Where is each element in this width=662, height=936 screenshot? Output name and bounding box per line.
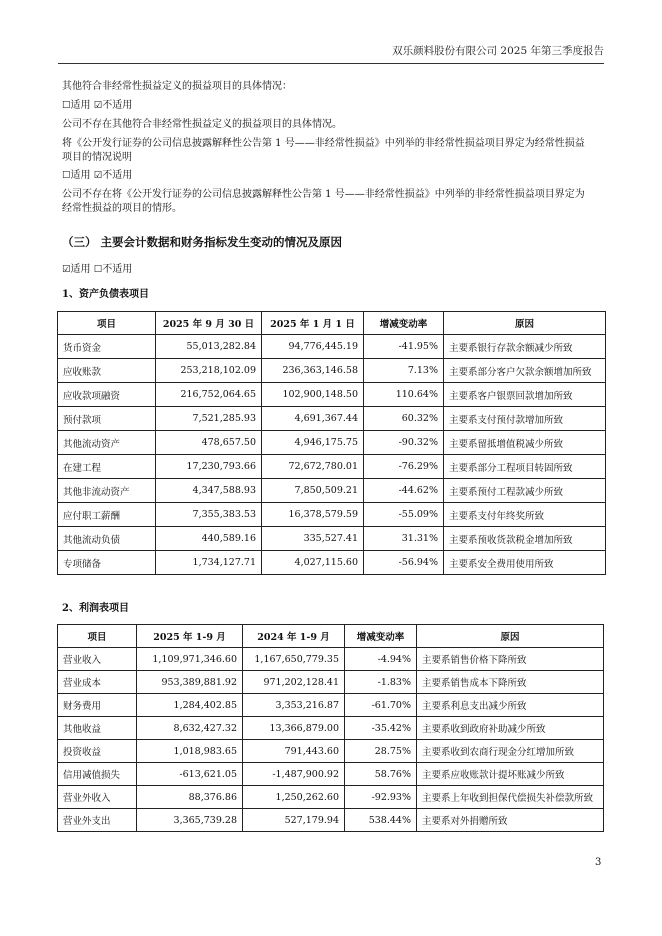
prior-value-cell: 72,672,780.01 xyxy=(262,455,364,479)
applicability-choice-2 xyxy=(62,169,602,183)
reason-cell: 主要系部分工程项目转固所致 xyxy=(444,455,606,479)
prior-value-cell: 102,900,148.50 xyxy=(262,383,364,407)
reason-cell: 主要系预收货款税金增加所致 xyxy=(444,527,606,551)
table-row xyxy=(58,503,606,527)
prior-value-cell: 13,366,879.00 xyxy=(243,717,345,740)
checkbox-unchecked-icon: ☐ xyxy=(62,100,71,111)
table-row xyxy=(58,786,604,809)
choice-label-applicable: 适用 xyxy=(70,100,91,111)
change-rate-cell: 60.32% xyxy=(364,407,444,431)
change-rate-cell: 7.13% xyxy=(364,359,444,383)
reason-cell: 主要系客户银票回款增加所致 xyxy=(444,383,606,407)
reason-cell: 主要系对外捐赠所致 xyxy=(417,809,604,832)
current-value-cell: 1,284,402.85 xyxy=(137,694,243,717)
table-row xyxy=(58,455,606,479)
column-header: 2025 年 1 月 1 日 xyxy=(262,312,364,335)
reason-cell: 主要系预付工程款减少所致 xyxy=(444,479,606,503)
column-header: 2024 年 1-9 月 xyxy=(243,625,345,648)
item-cell: 营业外收入 xyxy=(58,786,137,809)
prior-value-cell: 4,691,367.44 xyxy=(262,407,364,431)
table-header-row xyxy=(58,312,606,335)
change-rate-cell: -76.29% xyxy=(364,455,444,479)
section-3-title: （三） 主要会计数据和财务指标发生变动的情况及原因 xyxy=(62,235,343,249)
current-value-cell: -613,621.05 xyxy=(137,763,243,786)
item-cell: 其他流动负债 xyxy=(58,527,156,551)
current-value-cell: 478,657.50 xyxy=(156,431,262,455)
table-row xyxy=(58,383,606,407)
column-header: 项目 xyxy=(58,312,156,335)
item-cell: 应付职工薪酬 xyxy=(58,503,156,527)
column-header: 2025 年 1-9 月 xyxy=(137,625,243,648)
checkbox-checked-icon: ☑ xyxy=(93,170,103,181)
explanation-line-2: 项目的情况说明 xyxy=(62,152,132,163)
item-cell: 预付款项 xyxy=(58,407,156,431)
table-row xyxy=(58,671,604,694)
table-row xyxy=(58,717,604,740)
item-cell: 营业外支出 xyxy=(58,809,137,832)
prior-value-cell: 971,202,128.41 xyxy=(243,671,345,694)
change-rate-cell: -92.93% xyxy=(345,786,417,809)
column-header: 增减变动率 xyxy=(345,625,417,648)
reason-cell: 主要系银行存款余额减少所致 xyxy=(444,335,606,359)
change-rate-cell: -41.95% xyxy=(364,335,444,359)
change-rate-cell: 110.64% xyxy=(364,383,444,407)
reason-cell: 主要系销售成本下降所致 xyxy=(417,671,604,694)
balance-sheet-title: 1、资产负债表项目 xyxy=(62,289,149,300)
choice-label-not-applicable: 不适用 xyxy=(102,170,133,181)
current-value-cell: 17,230,793.66 xyxy=(156,455,262,479)
item-cell: 货币资金 xyxy=(58,335,156,359)
item-cell: 营业成本 xyxy=(58,671,137,694)
explanation-statement-line-1: 公司不存在将《公开发行证券的公司信息披露解释性公告第 1 号——非经常性损益》中列举的非经常性损益项目界定为 xyxy=(62,189,585,200)
column-header: 项目 xyxy=(58,625,137,648)
current-value-cell: 7,355,383.53 xyxy=(156,503,262,527)
table-row xyxy=(58,740,604,763)
current-value-cell: 1,018,983.65 xyxy=(137,740,243,763)
current-value-cell: 7,521,285.93 xyxy=(156,407,262,431)
change-rate-cell: 538.44% xyxy=(345,809,417,832)
income-statement-title: 2、利润表项目 xyxy=(62,603,129,614)
applicability-choice-1 xyxy=(62,99,602,113)
reason-cell: 主要系利息支出减少所致 xyxy=(417,694,604,717)
explanation-statement-line-2: 经常性损益的项目的情形。 xyxy=(62,203,182,214)
reason-cell: 主要系安全费用使用所致 xyxy=(444,551,606,575)
table-header-row xyxy=(58,625,604,648)
item-cell: 投资收益 xyxy=(58,740,137,763)
reason-cell: 主要系收到政府补助减少所致 xyxy=(417,717,604,740)
balance-sheet-table xyxy=(57,311,606,575)
reason-cell: 主要系支付预付款增加所致 xyxy=(444,407,606,431)
change-rate-cell: -4.94% xyxy=(345,648,417,671)
checkbox-checked-icon: ☑ xyxy=(93,100,103,111)
current-value-cell: 953,389,881.92 xyxy=(137,671,243,694)
current-value-cell: 8,632,427.32 xyxy=(137,717,243,740)
column-header: 增减变动率 xyxy=(364,312,444,335)
item-cell: 其他流动资产 xyxy=(58,431,156,455)
item-cell: 专项储备 xyxy=(58,551,156,575)
reason-cell: 主要系支付年终奖所致 xyxy=(444,503,606,527)
table-row xyxy=(58,551,606,575)
choice-label-not-applicable: 不适用 xyxy=(102,100,133,111)
current-value-cell: 253,218,102.09 xyxy=(156,359,262,383)
header-divider xyxy=(58,63,604,64)
prior-value-cell: 527,179.94 xyxy=(243,809,345,832)
reason-cell: 主要系部分客户欠款余额增加所致 xyxy=(444,359,606,383)
prior-value-cell: 3,353,216.87 xyxy=(243,694,345,717)
reason-cell: 主要系收到农商行现金分红增加所致 xyxy=(417,740,604,763)
other-items-heading: 其他符合非经常性损益定义的损益项目的具体情况： xyxy=(62,81,292,92)
current-value-cell: 440,589.16 xyxy=(156,527,262,551)
table-row xyxy=(58,479,606,503)
reason-cell: 主要系留抵增值税减少所致 xyxy=(444,431,606,455)
table-row xyxy=(58,359,606,383)
item-cell: 财务费用 xyxy=(58,694,137,717)
change-rate-cell: -61.70% xyxy=(345,694,417,717)
checkbox-checked-icon: ☑ xyxy=(62,264,71,275)
checkbox-unchecked-icon: ☐ xyxy=(93,264,103,275)
prior-value-cell: 16,378,579.59 xyxy=(262,503,364,527)
change-rate-cell: -55.09% xyxy=(364,503,444,527)
prior-value-cell: 236,363,146.58 xyxy=(262,359,364,383)
change-rate-cell: -1.83% xyxy=(345,671,417,694)
current-value-cell: 4,347,588.93 xyxy=(156,479,262,503)
change-rate-cell: 28.75% xyxy=(345,740,417,763)
table-row xyxy=(58,694,604,717)
prior-value-cell: 4,946,175.75 xyxy=(262,431,364,455)
table-row xyxy=(58,407,606,431)
prior-value-cell: 7,850,509.21 xyxy=(262,479,364,503)
table-row xyxy=(58,431,606,455)
choice-label-applicable: 适用 xyxy=(70,264,91,275)
report-header-title: 双乐颜料股份有限公司 2025 年第三季度报告 xyxy=(392,45,604,57)
current-value-cell: 1,734,127.71 xyxy=(156,551,262,575)
current-value-cell: 3,365,739.28 xyxy=(137,809,243,832)
table-row xyxy=(58,809,604,832)
prior-value-cell: 94,776,445.19 xyxy=(262,335,364,359)
table-row xyxy=(58,527,606,551)
change-rate-cell: -44.62% xyxy=(364,479,444,503)
item-cell: 其他非流动资产 xyxy=(58,479,156,503)
checkbox-unchecked-icon: ☐ xyxy=(62,170,71,181)
change-rate-cell: 31.31% xyxy=(364,527,444,551)
explanation-line-1: 将《公开发行证券的公司信息披露解释性公告第 1 号——非经常性损益》中列举的非经常性损益项目界定为经常性损益 xyxy=(62,138,585,149)
column-header: 原因 xyxy=(417,625,604,648)
change-rate-cell: -35.42% xyxy=(345,717,417,740)
table-row xyxy=(58,648,604,671)
item-cell: 应收款项融资 xyxy=(58,383,156,407)
column-header: 原因 xyxy=(444,312,606,335)
change-rate-cell: -90.32% xyxy=(364,431,444,455)
choice-label-not-applicable: 不适用 xyxy=(102,264,133,275)
table-row xyxy=(58,763,604,786)
applicability-choice-3 xyxy=(62,263,602,277)
prior-value-cell: -1,487,900.92 xyxy=(243,763,345,786)
reason-cell: 主要系应收账款计提坏账减少所致 xyxy=(417,763,604,786)
prior-value-cell: 1,250,262.60 xyxy=(243,786,345,809)
reason-cell: 主要系销售价格下降所致 xyxy=(417,648,604,671)
choice-label-applicable: 适用 xyxy=(70,170,91,181)
reason-cell: 主要系上年收到担保代偿损失补偿款所致 xyxy=(417,786,604,809)
item-cell: 其他收益 xyxy=(58,717,137,740)
item-cell: 营业收入 xyxy=(58,648,137,671)
other-items-statement: 公司不存在其他符合非经常性损益定义的损益项目的具体情况。 xyxy=(62,119,342,130)
change-rate-cell: -56.94% xyxy=(364,551,444,575)
item-cell: 在建工程 xyxy=(58,455,156,479)
prior-value-cell: 1,167,650,779.35 xyxy=(243,648,345,671)
page-number: 3 xyxy=(595,857,602,868)
current-value-cell: 55,013,282.84 xyxy=(156,335,262,359)
prior-value-cell: 4,027,115.60 xyxy=(262,551,364,575)
table-row xyxy=(58,335,606,359)
item-cell: 信用减值损失 xyxy=(58,763,137,786)
prior-value-cell: 791,443.60 xyxy=(243,740,345,763)
income-statement-table xyxy=(57,624,604,832)
current-value-cell: 216,752,064.65 xyxy=(156,383,262,407)
column-header: 2025 年 9 月 30 日 xyxy=(156,312,262,335)
current-value-cell: 88,376.86 xyxy=(137,786,243,809)
current-value-cell: 1,109,971,346.60 xyxy=(137,648,243,671)
prior-value-cell: 335,527.41 xyxy=(262,527,364,551)
item-cell: 应收账款 xyxy=(58,359,156,383)
change-rate-cell: 58.76% xyxy=(345,763,417,786)
